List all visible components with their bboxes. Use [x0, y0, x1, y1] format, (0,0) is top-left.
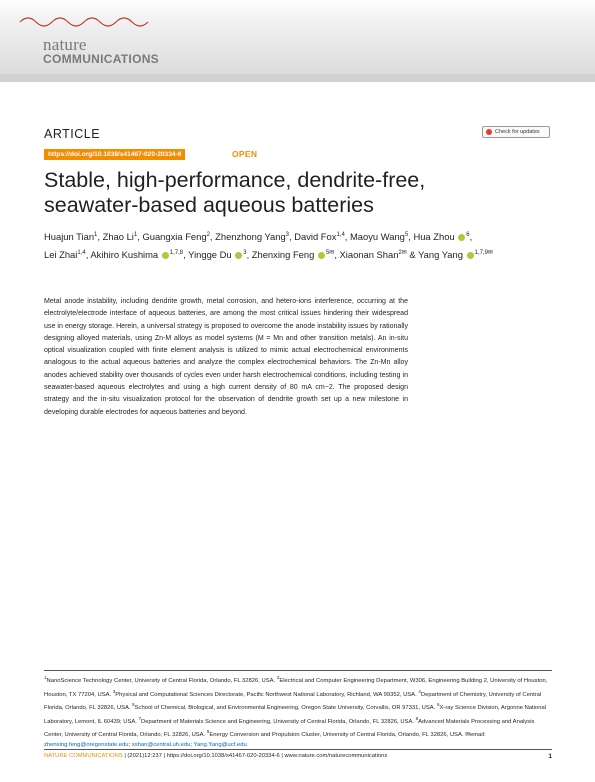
journal-logo[interactable]	[43, 37, 159, 66]
author[interactable]: David Fox$^{1,4}$	[294, 231, 345, 243]
author-list: Huajun Tian$^1$, Zhao Li$^1$, Guangxia Feng$^2$, Zhenzhong Yang$^3$, David Fox$^{1,4}$, Maoyu Wang$^5$, Hua Zhou $^6$, Lei Zhai$^{1,4}$, Akihiro Kushima $^{1,7,8}$, Yingge Du $^3$, Zhenxing Feng $^{5✉}$, Xiaonan Shan$^{2✉}$ & Yang Yang $^{1,7,9✉}$	[44, 231, 493, 261]
author[interactable]: Huajun Tian$^1$	[44, 231, 98, 243]
author[interactable]: Yingge Du $^3$	[188, 249, 247, 261]
open-access-label: OPEN	[232, 149, 258, 159]
author[interactable]: Yang Yang $^{1,7,9✉}$	[418, 249, 493, 261]
check-updates-icon	[486, 129, 492, 135]
title-line-2: seawater-based aqueous batteries	[44, 193, 374, 217]
doi-link[interactable]: https://doi.org/10.1038/s41467-020-20334-6	[44, 149, 185, 160]
orcid-icon[interactable]	[235, 252, 242, 259]
title-line-1: Stable, high-performance, dendrite-free,	[44, 168, 426, 192]
author[interactable]: Hua Zhou $^6$	[413, 231, 470, 243]
footer-journal[interactable]: NATURE COMMUNICATIONS	[44, 753, 123, 759]
logo-nature-text: nature	[43, 35, 87, 54]
email-link[interactable]: zhenxing.feng@oregonstate.edu	[44, 741, 129, 748]
author[interactable]: Zhenzhong Yang$^3$	[215, 231, 290, 243]
abstract: Metal anode instability, including dendrite growth, metal corrosion, and hetero-ions interference, occurring at the electrolyte/electrode interface of aqueous batteries, are among the most critical issues hindering their widespread use in energy storage. Herein, a universal strategy is proposed to overcome the anode instability issues by rationally designing alloyed materials, using Zn-M alloys as model systems (M = Mn and other transition metals). An in-situ optical visualization coupled with finite element analysis is utilized to mimic actual electrochemical environments analogous to the actual aqueous batteries and analyze the complex electrochemical behaviors. The Zn-Mn alloy anodes achieved stability over thousands of cycles even under harsh electrochemical conditions, including testing in seawater-based aqueous electrolytes and using a high current density of 80 mA cm−2. The proposed design strategy and the in-situ visualization protocol for the observation of dendrite growth set up a new milestone in developing durable electrodes for aqueous batteries and beyond.	[44, 298, 408, 416]
author[interactable]: Maoyu Wang$^5$	[350, 231, 409, 243]
email-icon: ✉	[465, 732, 470, 739]
article-type-label: ARTICLE	[44, 127, 101, 141]
affiliations: $^1$NanoScience Technology Center, University of Central Florida, Orlando, FL 32826, USA. $^2$Electrical and Computer Engineering Department, W306, Engineering Building 2, University of Houston, Houston, TX 77204, USA. $^3$Physical and Computational Sciences Directorate, Pacific Northwest National Laboratory, Richland, WA 99352, USA. $^4$Department of Chemistry, University of Central Florida, Orlando, FL 32826, USA. $^5$School of Chemical, Biological, and Environmental Engineering, Oregon State University, Corvallis, OR 97331, USA. $^6$X-ray Science Division, Argonne National Laboratory, Lemont, IL 60439; USA. $^7$Department of Materials Science and Engineering, University of Central Florida, Orlando, FL 32826, USA. $^8$Advanced Materials Processing and Analysis Center, University of Central Florida, Orlando, FL 32826, USA. $^9$Energy Conversion and Propulsion Cluster, University of Central Florida, Orlando, FL 32826, USA. ✉email: zhenxing.feng@oregonstate.edu; xshan@central.uh.edu; Yang.Yang@ucf.edu	[44, 670, 552, 750]
email-link[interactable]: Yang.Yang@ucf.edu	[193, 741, 247, 748]
orcid-icon[interactable]	[162, 252, 169, 259]
author[interactable]: Lei Zhai$^{1,4}$	[44, 249, 86, 261]
orcid-icon[interactable]	[458, 234, 465, 241]
author[interactable]: Guangxia Feng$^2$	[142, 231, 210, 243]
logo-communications-text: COMMUNICATIONS	[43, 52, 159, 66]
page-footer	[44, 749, 552, 760]
author[interactable]: Xiaonan Shan$^{2✉}$	[339, 249, 407, 261]
author[interactable]: Zhenxing Feng $^{5✉}$	[251, 249, 335, 261]
check-for-updates-button[interactable]	[482, 126, 550, 138]
check-updates-label: Check for updates	[495, 129, 540, 135]
article-title	[44, 168, 544, 218]
orcid-icon[interactable]	[467, 252, 474, 259]
footer-citation: NATURE COMMUNICATIONS | (2021)12:237 | https://doi.org/10.1038/s41467-020-20334-6 | www.nature.com/naturecommunications	[44, 753, 388, 759]
author[interactable]: Zhao Li$^1$	[102, 231, 138, 243]
journal-banner	[0, 0, 595, 82]
email-link[interactable]: xshan@central.uh.edu	[131, 741, 191, 748]
author[interactable]: Akihiro Kushima $^{1,7,8}$	[90, 249, 184, 261]
page-number: 1	[548, 753, 552, 760]
orcid-icon[interactable]	[318, 252, 325, 259]
